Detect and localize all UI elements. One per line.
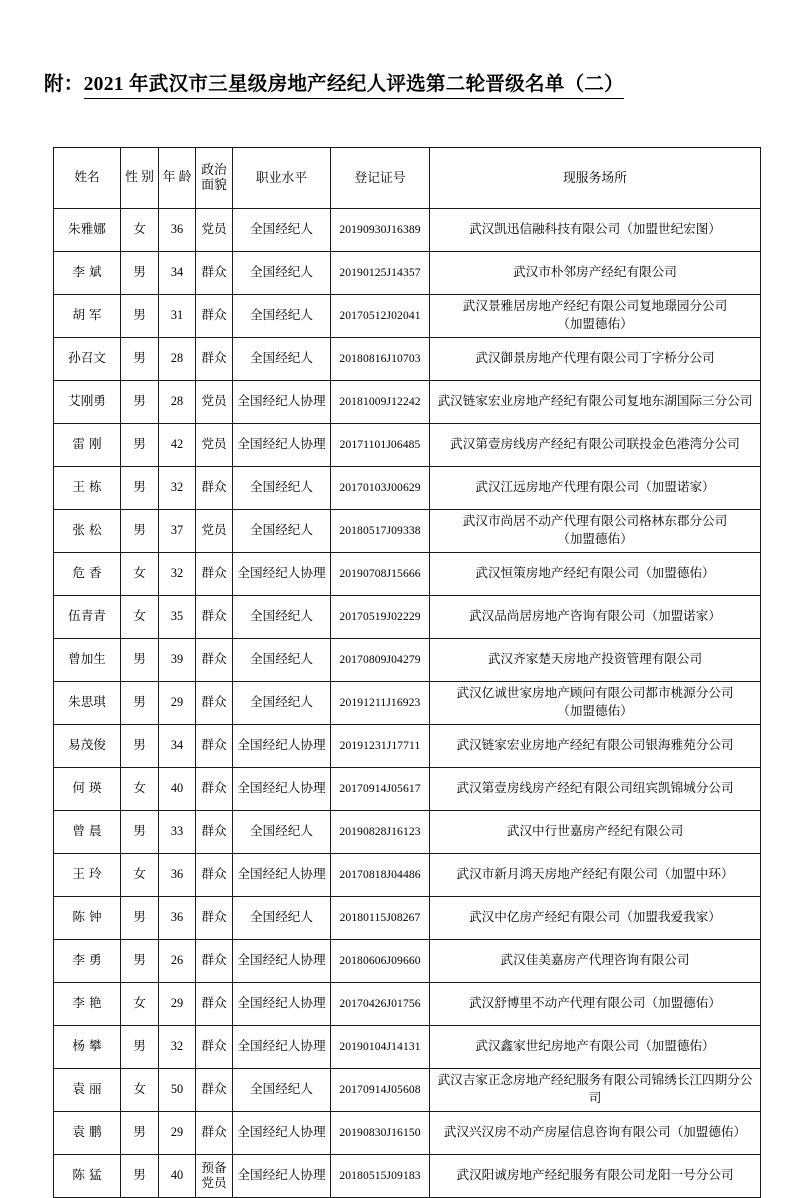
- column-header-gender-line1: 性: [125, 170, 138, 185]
- cell-political-status: 群众: [196, 553, 233, 596]
- cell-workplace-line1: 武汉第壹房线房产经纪有限公司联投金色港湾分公司: [450, 437, 740, 452]
- cell-name: 孙召文: [54, 338, 121, 381]
- cell-workplace: [430, 897, 761, 940]
- cell-name: 朱思琪: [54, 682, 121, 725]
- cell-workplace: [430, 381, 761, 424]
- cell-gender: 男: [121, 811, 159, 854]
- table-row: [54, 897, 761, 940]
- cell-workplace-line1: 武汉阳诚房地产经纪服务有限公司龙阳一号分公司: [456, 1168, 734, 1183]
- cell-professional-level: 全国经纪人: [233, 1069, 331, 1112]
- cell-political-status: 群众: [196, 811, 233, 854]
- table-row: [54, 854, 761, 897]
- cell-political-status: 群众: [196, 1069, 233, 1112]
- cell-name: 艾刚勇: [54, 381, 121, 424]
- cell-gender: 男: [121, 639, 159, 682]
- cell-professional-level: 全国经纪人协理: [233, 940, 331, 983]
- cell-professional-level: 全国经纪人协理: [233, 424, 331, 467]
- column-header-name: 姓名: [54, 148, 121, 209]
- table-row: [54, 1155, 761, 1198]
- cell-political-status: 群众: [196, 1026, 233, 1069]
- cell-workplace-line1: 武汉品尚居房地产咨询有限公司（加盟诺家）: [469, 609, 721, 624]
- cell-professional-level: 全国经纪人: [233, 811, 331, 854]
- table-row: [54, 209, 761, 252]
- cell-workplace-line1: 武汉兴汉房不动产房屋信息咨询有限公司（加盟德佑）: [443, 1125, 747, 1140]
- cell-workplace-line1: 武汉第壹房线房产经纪有限公司纽宾凯锦城分公司: [456, 781, 734, 796]
- cell-political-status: 党员: [196, 209, 233, 252]
- cell-professional-level: 全国经纪人: [233, 209, 331, 252]
- cell-name: 李斌: [54, 252, 121, 295]
- cell-gender: 男: [121, 424, 159, 467]
- page-title-main: 2021 年武汉市三星级房地产经纪人评选第二轮晋级名单（二）: [84, 74, 624, 99]
- cell-political-status: 群众: [196, 768, 233, 811]
- cell-name: 易茂俊: [54, 725, 121, 768]
- cell-age: 40: [159, 1155, 196, 1198]
- cell-registration-number: 20170818J04486: [331, 854, 430, 897]
- cell-workplace: [430, 209, 761, 252]
- cell-age: 35: [159, 596, 196, 639]
- cell-workplace-line1: 武汉市尚居不动产代理有限公司格林东郡分公司: [462, 514, 728, 529]
- cell-workplace: [430, 983, 761, 1026]
- cell-political-status: 群众: [196, 338, 233, 381]
- cell-workplace-line1: 武汉中行世嘉房产经纪有限公司: [506, 824, 684, 839]
- cell-age: 28: [159, 338, 196, 381]
- table-row: [54, 983, 761, 1026]
- cell-name: 袁鹏: [54, 1112, 121, 1155]
- cell-name: 何瑛: [54, 768, 121, 811]
- cell-gender: 男: [121, 682, 159, 725]
- cell-age: 34: [159, 725, 196, 768]
- cell-workplace: [430, 467, 761, 510]
- cell-registration-number: 20190125J14357: [331, 252, 430, 295]
- cell-workplace: [430, 854, 761, 897]
- cell-workplace: [430, 510, 761, 553]
- cell-registration-number: 20170512J02041: [331, 295, 430, 338]
- cell-gender: 男: [121, 295, 159, 338]
- table-row: [54, 553, 761, 596]
- cell-age: 29: [159, 983, 196, 1026]
- cell-political-status: 群众: [196, 467, 233, 510]
- cell-name: 雷刚: [54, 424, 121, 467]
- table-row: [54, 510, 761, 553]
- column-header-professional-level: 职业水平: [233, 148, 331, 209]
- table-row: [54, 768, 761, 811]
- cell-name: 胡军: [54, 295, 121, 338]
- cell-name: 杨攀: [54, 1026, 121, 1069]
- table-row: [54, 1026, 761, 1069]
- table-header-row: [54, 148, 761, 209]
- cell-age: 50: [159, 1069, 196, 1112]
- cell-registration-number: 20170519J02229: [331, 596, 430, 639]
- table-header: [54, 148, 761, 209]
- table-row: [54, 682, 761, 725]
- cell-registration-number: 20170914J05617: [331, 768, 430, 811]
- cell-name: 曾晨: [54, 811, 121, 854]
- cell-name: 李艳: [54, 983, 121, 1026]
- column-header-gender-line2: 别: [141, 170, 154, 185]
- cell-political-status: 群众: [196, 725, 233, 768]
- cell-registration-number: 20180816J10703: [331, 338, 430, 381]
- cell-professional-level: 全国经纪人: [233, 639, 331, 682]
- cell-professional-level: 全国经纪人协理: [233, 725, 331, 768]
- roster-table: [53, 147, 761, 1198]
- cell-professional-level: 全国经纪人协理: [233, 854, 331, 897]
- column-header-age: [159, 148, 196, 209]
- cell-workplace-line1: 武汉凯迅信融科技有限公司（加盟世纪宏图）: [469, 222, 721, 237]
- cell-workplace: [430, 682, 761, 725]
- cell-registration-number: 20181009J12242: [331, 381, 430, 424]
- cell-workplace-line2: （加盟德佑）: [557, 704, 633, 718]
- cell-gender: 男: [121, 467, 159, 510]
- cell-name: 张松: [54, 510, 121, 553]
- roster-table-container: [53, 147, 760, 1198]
- cell-age: 31: [159, 295, 196, 338]
- column-header-political-status-line2: 面貌: [201, 178, 227, 192]
- cell-professional-level: 全国经纪人: [233, 467, 331, 510]
- column-header-workplace: 现服务场所: [430, 148, 761, 209]
- cell-name: 曾加生: [54, 639, 121, 682]
- table-row: [54, 725, 761, 768]
- cell-political-status: 群众: [196, 940, 233, 983]
- cell-workplace: [430, 768, 761, 811]
- table-row: [54, 338, 761, 381]
- cell-age: 29: [159, 1112, 196, 1155]
- cell-professional-level: 全国经纪人协理: [233, 983, 331, 1026]
- table-row: [54, 596, 761, 639]
- table-row: [54, 1112, 761, 1155]
- column-header-age-line2: 龄: [178, 170, 192, 185]
- cell-registration-number: 20190708J15666: [331, 553, 430, 596]
- column-header-registration-number: 登记证号: [331, 148, 430, 209]
- cell-gender: 女: [121, 1069, 159, 1112]
- cell-age: 36: [159, 897, 196, 940]
- column-header-political-status: [196, 148, 233, 209]
- cell-professional-level: 全国经纪人: [233, 252, 331, 295]
- cell-workplace-line1: 武汉市新月鸿天房地产经纪有限公司（加盟中环）: [456, 867, 734, 882]
- cell-political-status: 群众: [196, 682, 233, 725]
- cell-age: 34: [159, 252, 196, 295]
- cell-workplace-line1: 武汉链家宏业房地产经纪有限公司复地东湖国际三分公司: [437, 394, 753, 409]
- cell-name: 陈猛: [54, 1155, 121, 1198]
- cell-gender: 男: [121, 1026, 159, 1069]
- cell-gender: 男: [121, 338, 159, 381]
- cell-registration-number: 20180517J09338: [331, 510, 430, 553]
- cell-name: 王玲: [54, 854, 121, 897]
- cell-age: 36: [159, 209, 196, 252]
- cell-political-status: 群众: [196, 639, 233, 682]
- column-header-age-line1: 年: [162, 170, 176, 185]
- cell-registration-number: 20171101J06485: [331, 424, 430, 467]
- cell-workplace: [430, 1069, 761, 1112]
- cell-workplace-line1: 武汉鑫家世纪房地产有限公司（加盟德佑）: [475, 1039, 715, 1054]
- column-header-political-status-line1: 政治: [201, 162, 227, 177]
- cell-political-status-line1: 预备: [201, 1160, 227, 1175]
- cell-gender: 男: [121, 381, 159, 424]
- cell-age: 37: [159, 510, 196, 553]
- cell-professional-level: 全国经纪人协理: [233, 381, 331, 424]
- cell-name: 李勇: [54, 940, 121, 983]
- cell-name: 伍青青: [54, 596, 121, 639]
- cell-professional-level: 全国经纪人: [233, 338, 331, 381]
- cell-professional-level: 全国经纪人: [233, 510, 331, 553]
- cell-registration-number: 20191211J16923: [331, 682, 430, 725]
- cell-name: 危香: [54, 553, 121, 596]
- cell-political-status: 群众: [196, 596, 233, 639]
- cell-age: 32: [159, 1026, 196, 1069]
- cell-political-status: 党员: [196, 381, 233, 424]
- cell-workplace-line1: 武汉链家宏业房地产经纪有限公司银海雅苑分公司: [456, 738, 734, 753]
- table-row: [54, 1069, 761, 1112]
- cell-political-status: 群众: [196, 252, 233, 295]
- cell-workplace: [430, 1026, 761, 1069]
- cell-registration-number: 20170426J01756: [331, 983, 430, 1026]
- cell-political-status: 党员: [196, 424, 233, 467]
- cell-age: 42: [159, 424, 196, 467]
- cell-name: 王栋: [54, 467, 121, 510]
- cell-gender: 女: [121, 209, 159, 252]
- cell-age: 29: [159, 682, 196, 725]
- cell-gender: 男: [121, 725, 159, 768]
- cell-professional-level: 全国经纪人协理: [233, 553, 331, 596]
- cell-registration-number: 20180515J09183: [331, 1155, 430, 1198]
- cell-workplace: [430, 1155, 761, 1198]
- cell-political-status: [196, 1155, 233, 1198]
- cell-workplace-line1: 武汉江远房地产代理有限公司（加盟诺家）: [475, 480, 715, 495]
- cell-workplace-line1: 武汉御景房地产代理有限公司丁字桥分公司: [475, 351, 715, 366]
- table-row: [54, 252, 761, 295]
- cell-age: 32: [159, 467, 196, 510]
- cell-political-status: 群众: [196, 983, 233, 1026]
- cell-registration-number: 20191231J17711: [331, 725, 430, 768]
- table-row: [54, 381, 761, 424]
- cell-workplace-line1: 武汉景雅居房地产经纪有限公司复地璟园分公司: [462, 299, 728, 314]
- cell-political-status-line2: 党员: [201, 1176, 227, 1190]
- cell-age: 26: [159, 940, 196, 983]
- cell-political-status: 党员: [196, 510, 233, 553]
- cell-workplace-line1: 武汉市朴邻房产经纪有限公司: [513, 265, 677, 280]
- cell-workplace: [430, 596, 761, 639]
- cell-political-status: 群众: [196, 897, 233, 940]
- column-header-gender: [121, 148, 159, 209]
- cell-workplace: [430, 295, 761, 338]
- cell-workplace-line2: （加盟德佑）: [557, 532, 633, 546]
- cell-age: 39: [159, 639, 196, 682]
- cell-registration-number: 20190828J16123: [331, 811, 430, 854]
- cell-registration-number: 20190830J16150: [331, 1112, 430, 1155]
- table-row: [54, 467, 761, 510]
- cell-age: 40: [159, 768, 196, 811]
- cell-workplace: [430, 811, 761, 854]
- page-title: [44, 72, 756, 98]
- cell-workplace-line1: 武汉恒策房地产经纪有限公司（加盟德佑）: [475, 566, 715, 581]
- cell-workplace: [430, 639, 761, 682]
- cell-gender: 男: [121, 1155, 159, 1198]
- cell-age: 36: [159, 854, 196, 897]
- cell-political-status: 群众: [196, 1112, 233, 1155]
- cell-gender: 女: [121, 553, 159, 596]
- cell-professional-level: 全国经纪人: [233, 682, 331, 725]
- cell-gender: 男: [121, 1112, 159, 1155]
- cell-gender: 女: [121, 768, 159, 811]
- table-row: [54, 811, 761, 854]
- table-row: [54, 940, 761, 983]
- cell-workplace: [430, 940, 761, 983]
- cell-workplace-line1: 武汉亿诚世家房地产顾问有限公司都市桃源分公司: [456, 686, 734, 701]
- cell-workplace-line1: 武汉舒博里不动产代理有限公司（加盟德佑）: [469, 996, 721, 1011]
- cell-workplace-line1: 武汉中亿房产经纪有限公司（加盟我爱我家）: [469, 910, 721, 925]
- cell-professional-level: 全国经纪人: [233, 897, 331, 940]
- cell-workplace-line2: （加盟德佑）: [557, 317, 633, 331]
- cell-workplace-line1: 武汉齐家楚天房地产投资管理有限公司: [487, 652, 703, 667]
- cell-gender: 男: [121, 510, 159, 553]
- cell-registration-number: 20170809J04279: [331, 639, 430, 682]
- cell-registration-number: 20190930J16389: [331, 209, 430, 252]
- cell-registration-number: 20170103J00629: [331, 467, 430, 510]
- cell-gender: 男: [121, 940, 159, 983]
- cell-registration-number: 20190104J14131: [331, 1026, 430, 1069]
- cell-age: 32: [159, 553, 196, 596]
- cell-workplace: [430, 725, 761, 768]
- cell-professional-level: 全国经纪人协理: [233, 1112, 331, 1155]
- cell-name: 朱雅娜: [54, 209, 121, 252]
- table-row: [54, 424, 761, 467]
- cell-professional-level: 全国经纪人协理: [233, 768, 331, 811]
- cell-workplace: [430, 1112, 761, 1155]
- cell-name: 袁丽: [54, 1069, 121, 1112]
- cell-gender: 男: [121, 897, 159, 940]
- cell-registration-number: 20180606J09660: [331, 940, 430, 983]
- cell-gender: 女: [121, 596, 159, 639]
- cell-gender: 女: [121, 983, 159, 1026]
- cell-workplace: [430, 553, 761, 596]
- page-title-prefix: 附：: [44, 74, 84, 95]
- cell-name: 陈钟: [54, 897, 121, 940]
- table-row: [54, 295, 761, 338]
- cell-professional-level: 全国经纪人: [233, 596, 331, 639]
- cell-age: 33: [159, 811, 196, 854]
- cell-political-status: 群众: [196, 295, 233, 338]
- cell-registration-number: 20170914J05608: [331, 1069, 430, 1112]
- cell-political-status: 群众: [196, 854, 233, 897]
- cell-professional-level: 全国经纪人: [233, 295, 331, 338]
- cell-workplace-line1: 武汉吉家正念房地产经纪服务有限公司锦绣长江四期分公司: [437, 1073, 753, 1105]
- cell-workplace: [430, 252, 761, 295]
- cell-workplace: [430, 424, 761, 467]
- cell-workplace: [430, 338, 761, 381]
- cell-workplace-line1: 武汉佳美嘉房产代理咨询有限公司: [500, 953, 690, 968]
- cell-professional-level: 全国经纪人协理: [233, 1026, 331, 1069]
- cell-gender: 男: [121, 252, 159, 295]
- table-row: [54, 639, 761, 682]
- cell-age: 28: [159, 381, 196, 424]
- cell-professional-level: 全国经纪人协理: [233, 1155, 331, 1198]
- cell-gender: 女: [121, 854, 159, 897]
- cell-registration-number: 20180115J08267: [331, 897, 430, 940]
- table-body: [54, 209, 761, 1198]
